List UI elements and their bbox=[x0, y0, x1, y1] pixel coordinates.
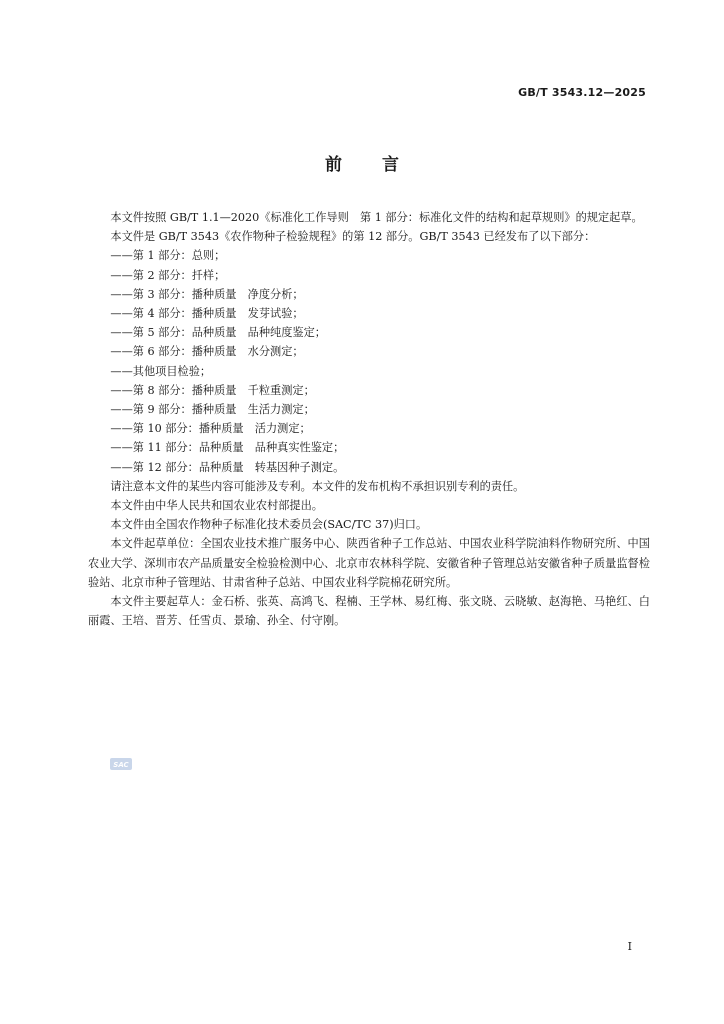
list-item: ——第 9 部分：播种质量 生活力测定； bbox=[110, 403, 315, 417]
paragraph: 本文件按照 GB/T 1.1—2020《标准化工作导则 第 1 部分：标准化文件的结构和起草规则》的规定起草。 bbox=[110, 211, 643, 224]
paragraph: 本文件是 GB/T 3543《农作物种子检验规程》的第 12 部分。GB/T 3543 已经发布了以下部分： bbox=[110, 230, 596, 244]
paragraph: 本文件由中华人民共和国农业农村部提出。 bbox=[110, 499, 323, 513]
list-item: ——第 8 部分：播种质量 千粒重测定； bbox=[110, 383, 315, 397]
foreword-body bbox=[88, 208, 650, 630]
list-item: ——第 3 部分：播种质量 净度分析； bbox=[110, 287, 304, 301]
list-item: ——第 2 部分：扦样； bbox=[110, 268, 226, 282]
page-number: I bbox=[627, 940, 632, 953]
section-heading: 前言 bbox=[325, 155, 439, 175]
standard-number: GB/T 3543.12—2025 bbox=[518, 86, 646, 99]
list-item: ——第 5 部分：品种质量 品种纯度鉴定； bbox=[110, 326, 326, 340]
list-item: ——第 10 部分：播种质量 活力测定； bbox=[110, 422, 311, 436]
list-item: ——第 6 部分：播种质量 水分测定； bbox=[110, 345, 304, 359]
list-item: ——第 11 部分：品种质量 品种真实性鉴定； bbox=[110, 441, 345, 455]
paragraph: 本文件由全国农作物种子标准化技术委员会(SAC/TC 37)归口。 bbox=[110, 518, 428, 532]
svg-text:SAC: SAC bbox=[113, 761, 129, 769]
list-item: ——第 1 部分：总则； bbox=[110, 249, 226, 263]
sac-watermark-logo bbox=[110, 758, 132, 770]
paragraph: 本文件起草单位：全国农业技术推广服务中心、陕西省种子工作总站、中国农业科学院油料作物研究所、中国农业大学、深圳市农产品质量安全检验检测中心、北京市农林科学院、安徽省种子管理总站安徽省种子质量监督检验站、北京市种子管理站、甘肃省种子总站、中国农业科学院棉花研究所。 bbox=[88, 537, 650, 589]
paragraph: 请注意本文件的某些内容可能涉及专利。本文件的发布机构不承担识别专利的责任。 bbox=[110, 479, 525, 493]
paragraph: 本文件主要起草人：金石桥、张英、高鸿飞、程楠、王学林、易红梅、张文晓、云晓敏、赵海艳、马艳红、白丽霞、王培、晋芳、任雪贞、景瑜、孙全、付守刚。 bbox=[88, 595, 650, 628]
list-item: ——其他项目检验； bbox=[110, 364, 212, 378]
list-item: ——第 4 部分：播种质量 发芽试验； bbox=[110, 307, 304, 321]
list-item: ——第 12 部分：品种质量 转基因种子测定。 bbox=[110, 460, 345, 474]
